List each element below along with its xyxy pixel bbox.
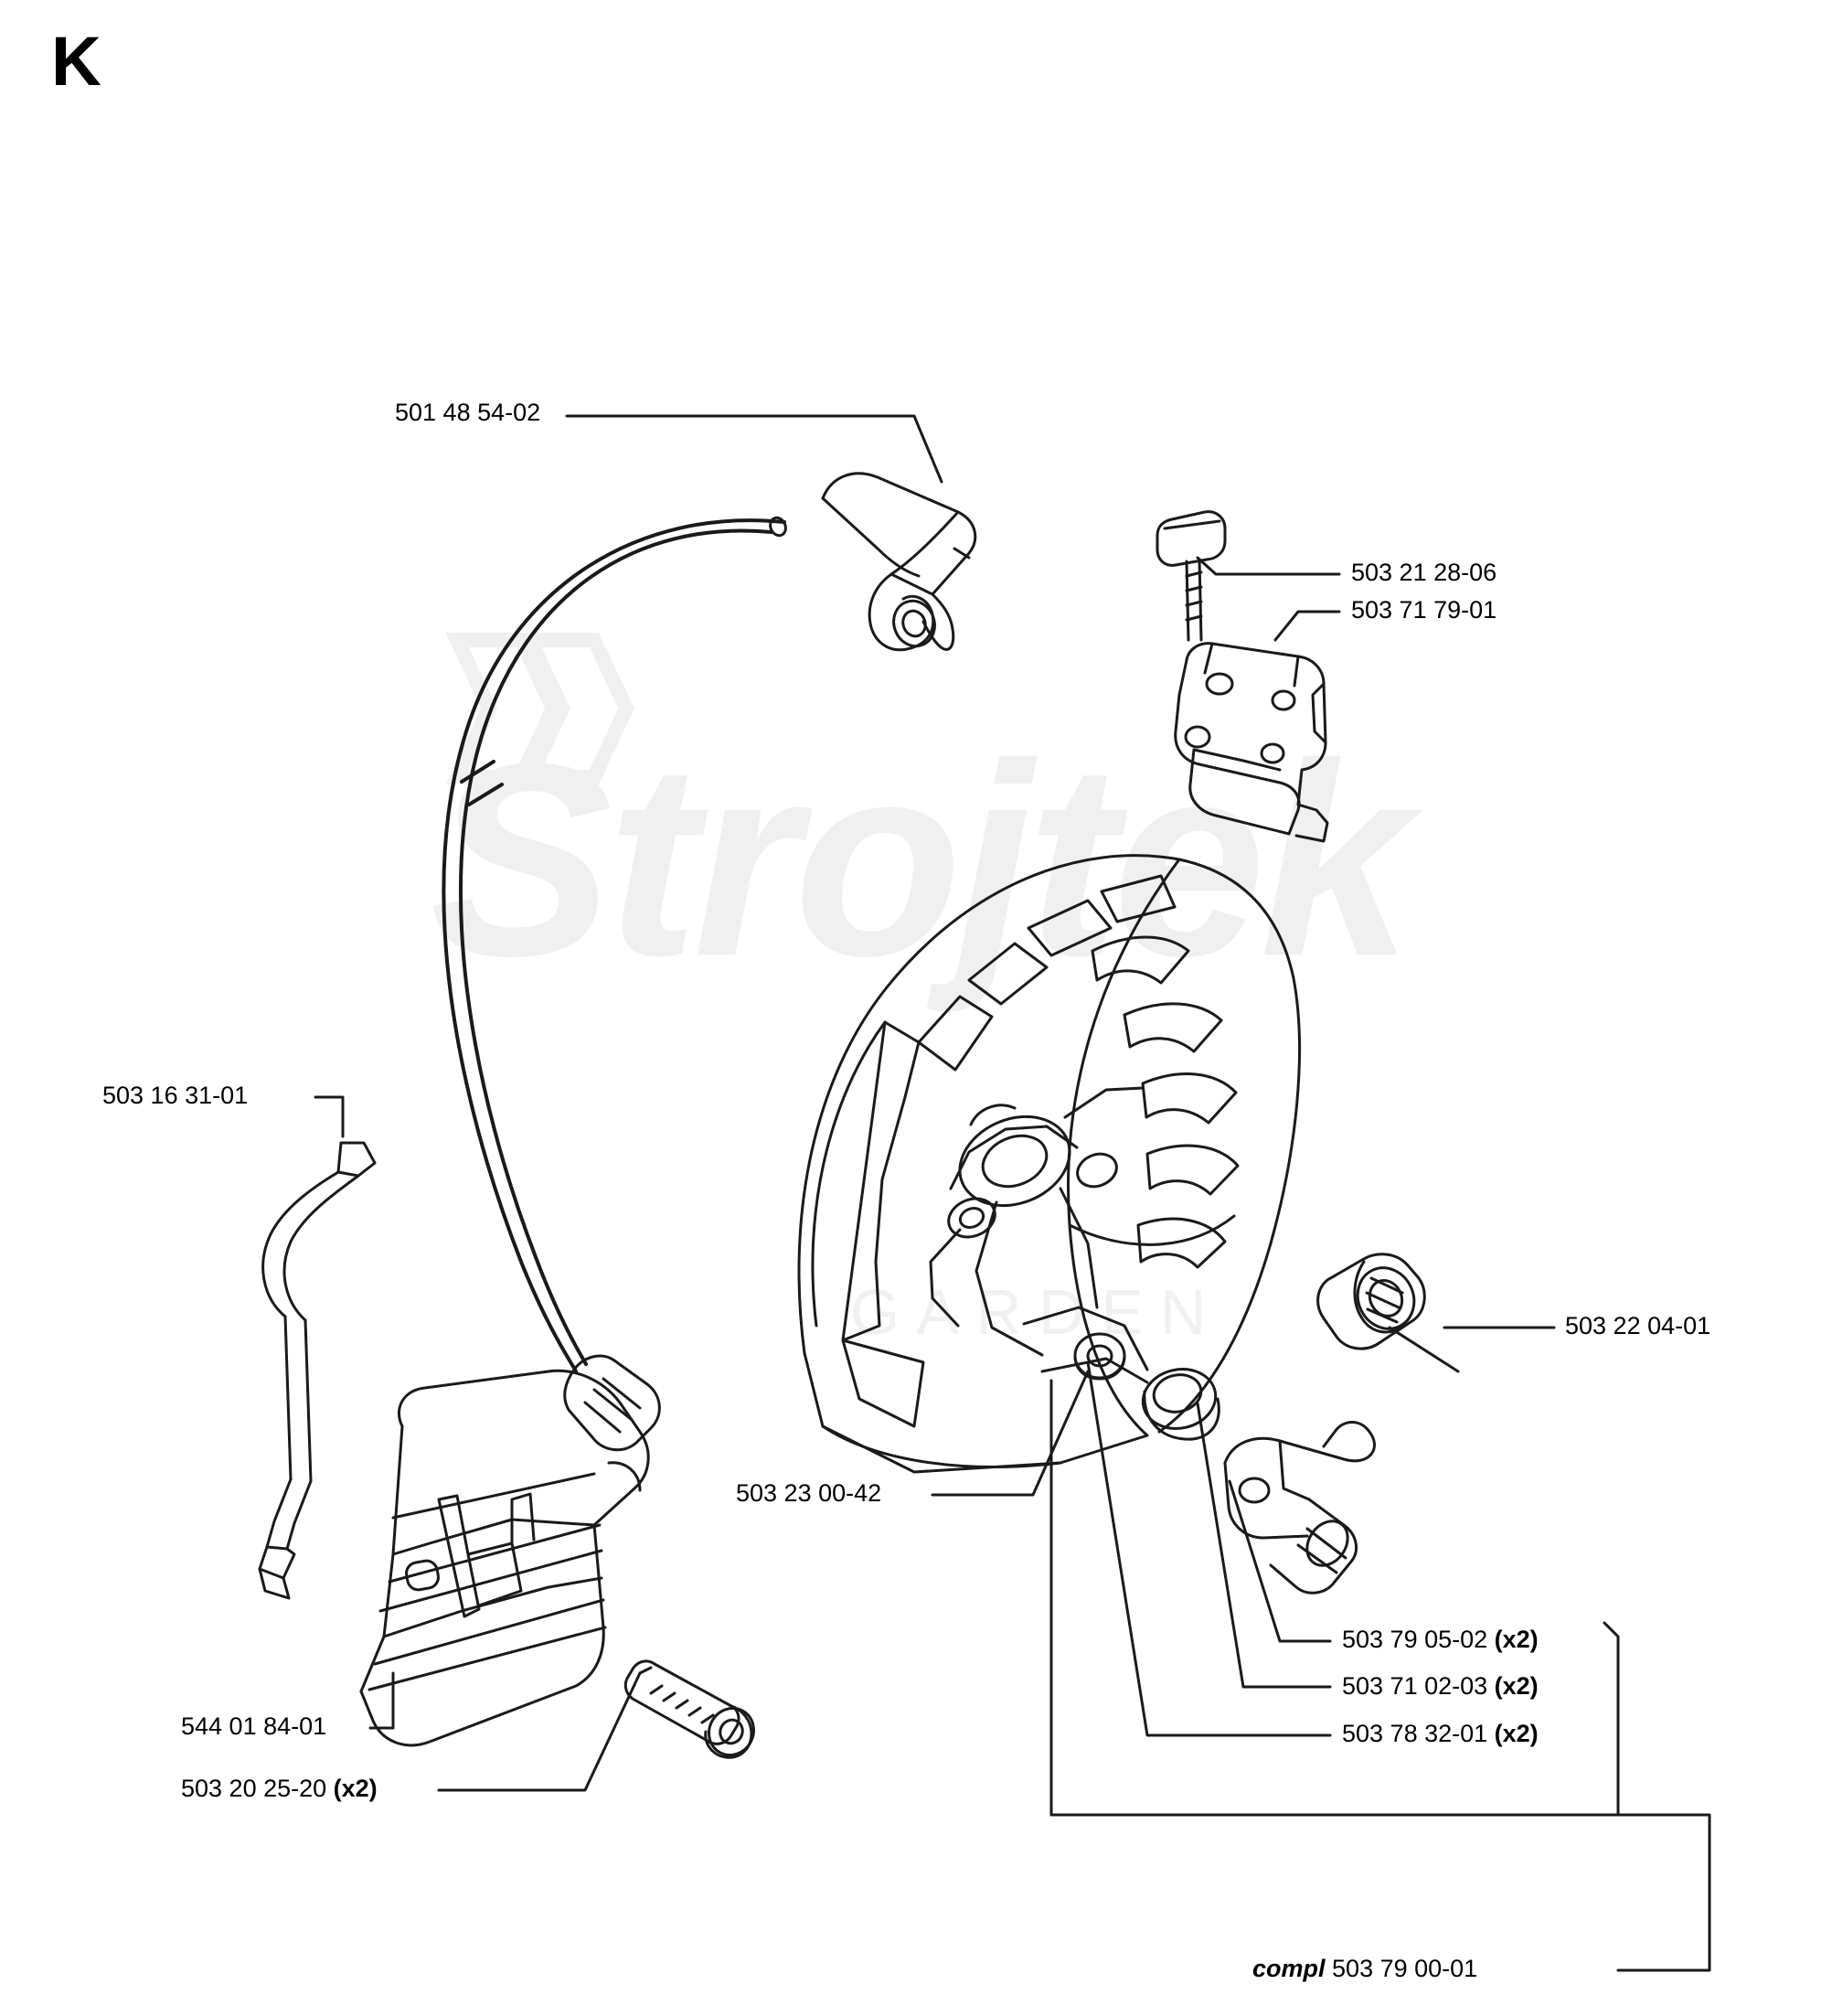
bracket-art <box>1176 644 1327 841</box>
label-text: 544 01 84-01 <box>181 1712 327 1740</box>
label-washer <box>736 1481 881 1506</box>
label-flywheel-nut <box>1565 1314 1710 1339</box>
label-bracket <box>1351 598 1496 623</box>
label-text: 503 79 05-02 <box>1342 1626 1488 1653</box>
flywheel-nut-art <box>1318 1254 1425 1349</box>
top-screw-art <box>1157 512 1225 640</box>
label-text: 503 71 79-01 <box>1351 596 1497 624</box>
label-pawl-spring <box>1342 1627 1539 1652</box>
leader-washer <box>932 1371 1088 1495</box>
label-qty: (x2) <box>1494 1626 1539 1653</box>
section-letter: K <box>51 23 101 101</box>
label-text: 503 16 31-01 <box>102 1082 249 1109</box>
label-complete-assembly <box>1252 1957 1477 1981</box>
flywheel-art <box>799 856 1300 1472</box>
leader-flywheel-nut2 <box>1390 1328 1458 1371</box>
label-pawl-washer <box>1342 1722 1539 1746</box>
label-qty: (x2) <box>1494 1672 1539 1700</box>
label-text: 503 23 00-42 <box>736 1479 882 1507</box>
label-pawl <box>1342 1674 1539 1699</box>
ignition-module-art <box>361 1371 648 1745</box>
label-text: 501 48 54-02 <box>395 399 541 426</box>
label-prefix: compl <box>1252 1955 1326 1982</box>
label-short-circuit-wire <box>102 1083 248 1108</box>
label-text: 503 22 04-01 <box>1565 1312 1711 1339</box>
label-text: 503 79 00-01 <box>1332 1955 1478 1982</box>
label-spark-plug-cap <box>395 400 540 425</box>
washer-art <box>1075 1334 1124 1379</box>
label-text: 503 71 02-03 <box>1342 1672 1488 1700</box>
leader-bracket <box>1275 612 1339 640</box>
label-text: 503 78 32-01 <box>1342 1720 1488 1747</box>
label-qty: (x2) <box>1494 1720 1539 1747</box>
leader-short-circuit-wire <box>315 1097 343 1136</box>
label-screw-top <box>1351 560 1496 585</box>
pawl-art <box>1225 1423 1374 1594</box>
label-ignition-module <box>181 1714 326 1739</box>
leader-pawl-washer <box>1088 1362 1330 1735</box>
ht-lead-cable-art <box>443 516 788 1450</box>
module-screws-art <box>625 1661 762 1763</box>
label-text: 503 21 28-06 <box>1351 559 1497 586</box>
leader-screw-top <box>1198 558 1339 574</box>
leader-pawl <box>1198 1403 1330 1687</box>
label-qty: (x2) <box>333 1775 378 1802</box>
leader-module-screws <box>439 1673 640 1790</box>
watermark-text: Strojtek <box>430 706 1407 1013</box>
group-bracket-compl <box>1618 1815 1710 1970</box>
watermark-subtext: GARDEN <box>850 1276 1223 1348</box>
short-circuit-wire-art <box>260 1143 375 1598</box>
leader-spark-plug-cap <box>567 416 942 482</box>
label-module-screws <box>181 1776 378 1801</box>
label-text: 503 20 25-20 <box>181 1775 327 1802</box>
pawl-washer-art <box>1137 1362 1221 1439</box>
spark-plug-cap-art <box>823 474 975 652</box>
